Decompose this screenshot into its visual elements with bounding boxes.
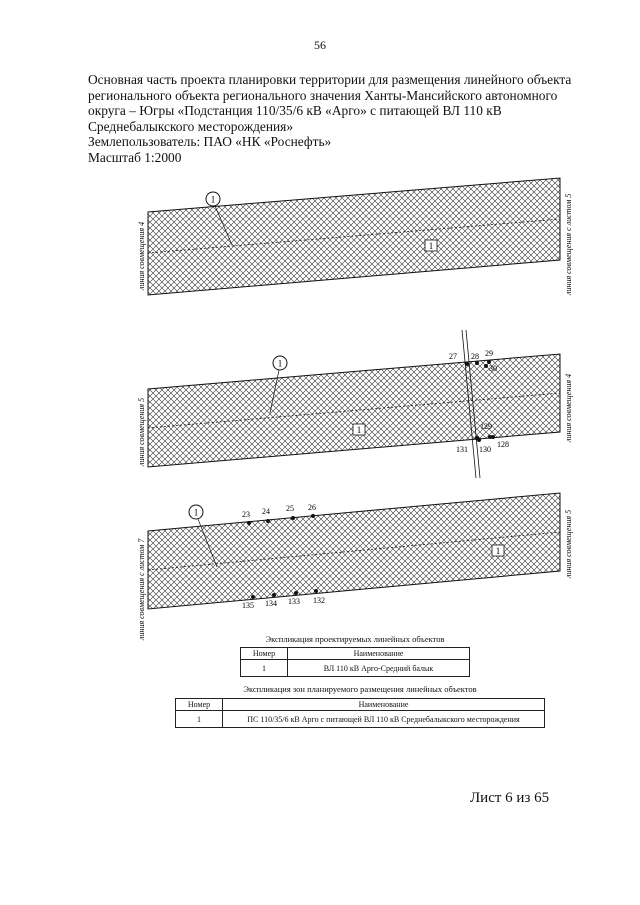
point-label: 26 [308, 503, 316, 512]
point-label: 29 [485, 349, 493, 358]
heading-line: округа – Югры «Подстанция 110/35/6 кВ «Арго» с питающей ВЛ 110 кВ [88, 103, 502, 118]
object-callout: 1 [210, 194, 216, 205]
heading-line: Основная часть проекта планировки территории для размещения линейного объекта [88, 72, 572, 87]
point-label: 25 [286, 504, 294, 513]
left-joint-label: линия совмещения 5 [137, 397, 146, 466]
right-joint-label: линия совмещения с листом 5 [564, 193, 573, 295]
drawing-panel-1 [137, 178, 573, 296]
table-cell: ВЛ 110 кВ Арго-Средний балык [288, 660, 470, 677]
zone-hatch [148, 354, 560, 467]
point-label: 134 [265, 599, 277, 608]
table-header: Номер [241, 648, 288, 660]
point-label: 135 [242, 601, 254, 610]
point-label: 128 [497, 440, 509, 449]
point-label: 30 [489, 364, 497, 373]
table-header: Номер [176, 699, 223, 711]
point-label: 131 [456, 445, 468, 454]
zone-label: 1 [495, 546, 501, 556]
point-label: 130 [479, 445, 491, 454]
object-callout: 1 [193, 507, 199, 518]
table-row [176, 711, 545, 728]
page-number: 56 [314, 38, 326, 52]
table-cell: 1 [241, 660, 288, 677]
right-joint-label: линия совмещения 5 [564, 509, 573, 578]
left-joint-label: линия совмещения 4 [137, 221, 146, 290]
point-label: 24 [262, 507, 270, 516]
land-user-line: Землепользователь: ПАО «НК «Роснефть» [88, 134, 332, 149]
point-label: 23 [242, 510, 250, 519]
table-header: Наименование [223, 699, 545, 711]
objects-table [240, 647, 470, 677]
table-cell: 1 [176, 711, 223, 728]
point-label: 133 [288, 597, 300, 606]
table-header: Наименование [288, 648, 470, 660]
object-callout: 1 [277, 358, 283, 369]
drawing-panel-2 [137, 330, 573, 478]
scale-line: Масштаб 1:2000 [88, 149, 182, 165]
heading-line: Среднебалыкского месторождения» [88, 118, 294, 134]
right-joint-label: линия совмещения 4 [564, 373, 573, 442]
table2-caption: Экспликация зон планируемого размещения линейных объектов [243, 684, 477, 694]
point-label: 129 [480, 422, 492, 431]
heading-line: регионального объекта регионального значения Ханты-Мансийского автономного [88, 87, 558, 103]
table-row [241, 660, 470, 677]
point-label: 132 [313, 596, 325, 605]
point-label: 27 [449, 352, 457, 361]
zones-table [175, 698, 545, 728]
table1-caption: Экспликация проектируемых линейных объектов [265, 634, 445, 644]
drawing-panel-3 [137, 493, 573, 641]
zone-label: 1 [428, 241, 434, 251]
left-joint-label: линия совмещения с листом 7 [137, 538, 146, 640]
zone-label: 1 [356, 425, 362, 435]
point-label: 28 [471, 352, 479, 361]
table-cell: ПС 110/35/6 кВ Арго с питающей ВЛ 110 кВ Среднебалыкского месторождения [223, 711, 545, 728]
sheet-number: Лист 6 из 65 [470, 790, 550, 806]
